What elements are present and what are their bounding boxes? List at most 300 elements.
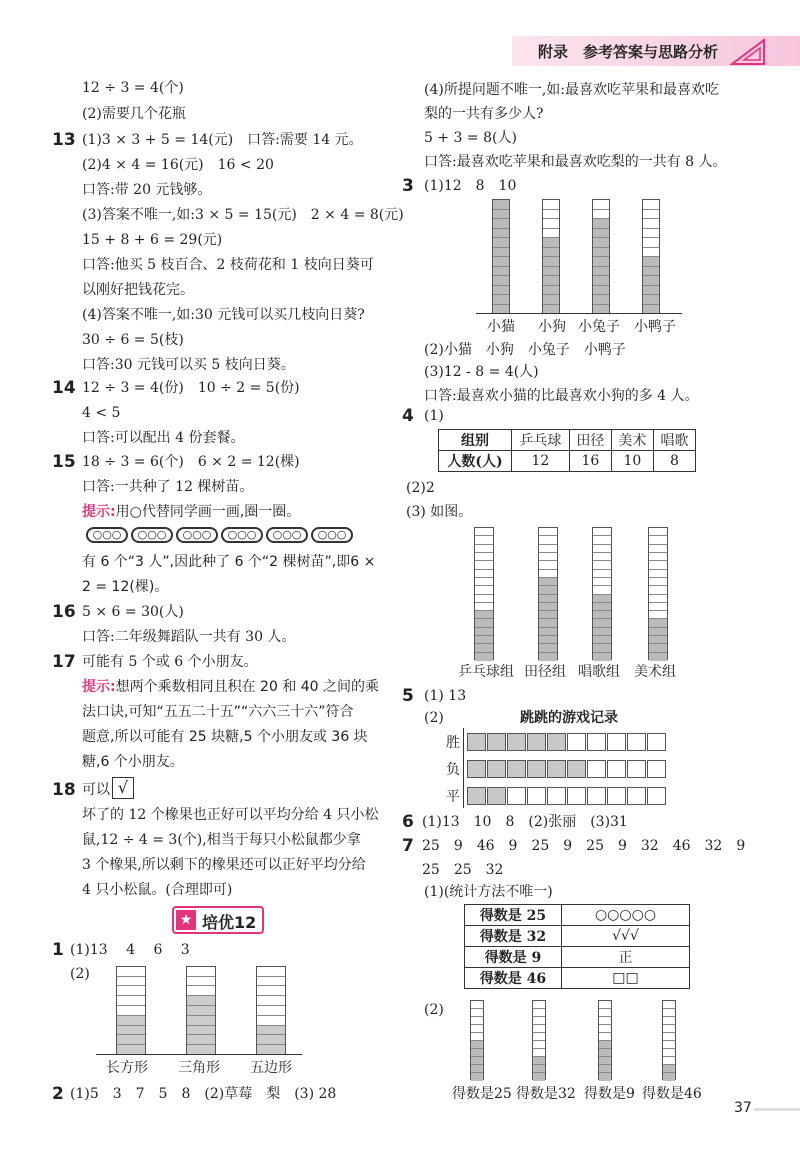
bar-cell	[663, 1025, 675, 1033]
bar-cell	[649, 653, 667, 661]
bar-cell	[649, 553, 667, 561]
tally-cell	[547, 733, 566, 751]
bar-column	[492, 199, 510, 313]
text-line: 15 + 8 + 6 = 29(元)	[82, 232, 223, 248]
bar-column	[186, 966, 216, 1054]
bar-cell	[643, 295, 659, 305]
bar-cell	[471, 1041, 483, 1049]
tally-cell	[507, 733, 526, 751]
bar-cell	[533, 1049, 545, 1057]
table-row	[439, 430, 696, 451]
row-label: 胜	[446, 735, 460, 751]
bar-cell	[643, 257, 659, 267]
triangle-ruler-icon	[730, 38, 766, 66]
bar-cell	[493, 238, 509, 248]
tally-cell	[627, 787, 646, 805]
bar-cell	[475, 528, 493, 536]
text-line: 18 ÷ 3 = 6(个) 6 × 2 = 12(棵)	[82, 454, 300, 470]
tally-cell	[467, 733, 486, 751]
table-cell: 得数是 9	[465, 947, 562, 968]
text-line: 25 9 46 9 25 9 25 9 32 46 32 9	[422, 838, 746, 854]
tally-cell	[587, 787, 606, 805]
bar-cell	[257, 967, 285, 977]
bar-cell	[533, 1009, 545, 1017]
bar-cell	[117, 1006, 145, 1016]
bar-cell	[663, 1065, 675, 1073]
text-line: (1)13 4 6 3	[70, 942, 190, 958]
bar-cell	[593, 545, 611, 553]
text-line: (1)(统计方法不唯一)	[424, 884, 553, 900]
bar-cell	[187, 1016, 215, 1026]
question-number: 15	[52, 452, 76, 472]
bar-cell	[643, 276, 659, 286]
tally-cell	[467, 760, 486, 778]
question-number: 3	[402, 176, 414, 196]
tally-cell	[507, 787, 526, 805]
text-line: 口答:他买 5 枝百合、2 枝荷花和 1 枝向日葵可	[82, 257, 374, 273]
text-line: 口答:带 20 元钱够。	[82, 182, 212, 198]
bar-cell	[593, 219, 609, 229]
text-line: 梨的一共有多少人?	[424, 106, 544, 122]
bar-cell	[643, 200, 659, 210]
table-cell: 乒乓球	[511, 430, 569, 451]
bar-cell	[539, 619, 557, 627]
bar-cell	[475, 595, 493, 603]
bar-cell	[649, 644, 667, 652]
bar-cell	[471, 1001, 483, 1009]
table-cell: 组别	[439, 430, 512, 451]
table-cell: 10	[611, 451, 653, 472]
bar-cell	[493, 257, 509, 267]
bar-cell	[539, 611, 557, 619]
bar-cell	[533, 1033, 545, 1041]
bar-cell	[493, 248, 509, 258]
bar-cell	[117, 996, 145, 1006]
bar-cell	[471, 1065, 483, 1073]
text-line: (1)12 8 10	[424, 178, 517, 194]
bar-cell	[475, 570, 493, 578]
text-line: 坏了的 12 个橡果也正好可以平均分给 4 只小松	[82, 807, 379, 823]
bar-cell	[599, 1041, 611, 1049]
chart-label: 唱歌组	[578, 664, 620, 680]
bar-column	[532, 1000, 546, 1080]
table-cell: 正	[562, 947, 690, 968]
hint-text: 想两个乘数相同且积在 20 和 40 之间的乘	[115, 679, 380, 695]
bar-cell	[663, 1057, 675, 1065]
chart-baseline	[476, 313, 682, 314]
bar-cell	[187, 977, 215, 987]
chart-label: 五边形	[250, 1060, 292, 1076]
bar-cell	[663, 1041, 675, 1049]
bar-cell	[599, 1033, 611, 1041]
bar-cell	[593, 611, 611, 619]
bar-cell	[539, 528, 557, 536]
bar-cell	[593, 619, 611, 627]
text-line: (1) 13	[424, 688, 467, 704]
bar-cell	[593, 595, 611, 603]
bar-cell	[475, 628, 493, 636]
bar-cell	[593, 210, 609, 220]
text-line: 口答:最喜欢小猫的比最喜欢小狗的多 4 人。	[424, 388, 699, 404]
bar-cell	[649, 611, 667, 619]
chart-label: 小猫	[487, 319, 515, 335]
bar-cell	[257, 1035, 285, 1045]
text-line: (1)3 × 3 + 5 = 14(元) 口答:需要 14 元。	[82, 132, 363, 148]
table-cell: 美术	[611, 430, 653, 451]
chart-label: 长方形	[106, 1060, 148, 1076]
bar-cell	[543, 229, 559, 239]
bar-column	[542, 199, 560, 313]
bar-cell	[533, 1001, 545, 1009]
table-cell: □□	[562, 968, 690, 989]
bar-cell	[649, 595, 667, 603]
text-line: 12 ÷ 3 = 4(个)	[82, 80, 184, 96]
table-row	[465, 947, 690, 968]
table-row	[465, 905, 690, 926]
bar-cell	[187, 1035, 215, 1045]
bar-cell	[593, 267, 609, 277]
bar-column	[642, 199, 660, 313]
bar-cell	[539, 595, 557, 603]
bar-cell	[593, 257, 609, 267]
chart-label: 乒乓球组	[458, 664, 514, 680]
text-line: 口答:最喜欢吃苹果和最喜欢吃梨的一共有 8 人。	[424, 154, 727, 170]
bar-cell	[533, 1025, 545, 1033]
bar-cell	[649, 528, 667, 536]
text-line: (4)所提问题不唯一,如:最喜欢吃苹果和最喜欢吃	[424, 82, 719, 98]
bar-cell	[663, 1009, 675, 1017]
bar-cell	[475, 586, 493, 594]
text-line: (2)	[424, 1002, 444, 1018]
text-line: 口答:30 元钱可以买 5 枝向日葵。	[82, 357, 295, 373]
text-line: (2)小猫 小狗 小兔子 小鸭子	[424, 342, 626, 358]
bar-cell	[539, 628, 557, 636]
section-title: 培优12	[202, 913, 257, 932]
page-number: 37	[734, 1100, 752, 1116]
bar-cell	[593, 286, 609, 296]
star-icon: ★	[176, 910, 196, 930]
tally-cell	[647, 787, 666, 805]
text-line: 25 25 32	[422, 862, 504, 878]
bar-column	[116, 966, 146, 1054]
bar-cell	[475, 545, 493, 553]
ring-group: ○○○	[131, 527, 173, 543]
bar-cell	[475, 611, 493, 619]
bar-cell	[257, 1026, 285, 1036]
bar-cell	[539, 536, 557, 544]
tally-cell	[527, 760, 546, 778]
table-cell: 得数是 25	[465, 905, 562, 926]
tally-row	[467, 733, 667, 751]
bar-cell	[539, 545, 557, 553]
bar-cell	[543, 257, 559, 267]
bar-cell	[599, 1001, 611, 1009]
bar-cell	[649, 636, 667, 644]
ring-group: ○○○	[86, 527, 128, 543]
tally-cell	[627, 760, 646, 778]
tally-cell	[607, 787, 626, 805]
bar-cell	[493, 295, 509, 305]
row-label: 负	[446, 762, 460, 778]
bar-cell	[663, 1033, 675, 1041]
bar-cell	[593, 276, 609, 286]
table-row	[465, 968, 690, 989]
text-line: (3)12 - 8 = 4(人)	[424, 364, 539, 380]
text-line: (2)需要几个花瓶	[82, 106, 186, 122]
bar-column	[592, 199, 610, 313]
chart-label: 三角形	[178, 1060, 220, 1076]
table-cell: 唱歌	[653, 430, 695, 451]
bar-cell	[643, 267, 659, 277]
bar-cell	[475, 561, 493, 569]
header-title: 附录 参考答案与思路分析	[538, 43, 719, 61]
bar-column	[538, 527, 558, 660]
question-number: 2	[52, 1084, 64, 1104]
question-number: 16	[52, 602, 76, 622]
tally-cell	[487, 760, 506, 778]
tally-cell	[547, 760, 566, 778]
bar-cell	[649, 545, 667, 553]
bar-cell	[649, 536, 667, 544]
text-line: (1)13 10 8 (2)张丽 (3)31	[422, 814, 628, 830]
text-line: (2)4 × 4 = 16(元) 16 < 20	[82, 157, 274, 173]
tally-cell	[547, 787, 566, 805]
bar-cell	[539, 653, 557, 661]
bar-cell	[593, 570, 611, 578]
bar-cell	[593, 229, 609, 239]
question-number: 4	[402, 406, 414, 426]
hint-text: 用○代替同学画一画,圈一圈。	[115, 504, 301, 520]
bar-cell	[593, 238, 609, 248]
chart-label: 得数是32	[516, 1086, 576, 1102]
bar-cell	[257, 1016, 285, 1026]
tally-cell	[527, 787, 546, 805]
bar-column	[470, 1000, 484, 1080]
bar-cell	[593, 636, 611, 644]
bar-cell	[649, 561, 667, 569]
question-number: 18	[52, 780, 76, 800]
text-line: (4)答案不唯一,如:30 元钱可以买几枝向日葵?	[82, 307, 365, 323]
page-number-rule	[754, 1108, 800, 1111]
question-number: 5	[402, 686, 414, 706]
bar-cell	[117, 1016, 145, 1026]
bar-cell	[117, 977, 145, 987]
bar-cell	[593, 586, 611, 594]
bar-cell	[543, 219, 559, 229]
text-line: 糖,6 个小朋友。	[82, 754, 184, 770]
bar-cell	[593, 578, 611, 586]
bar-cell	[593, 295, 609, 305]
bar-cell	[663, 1001, 675, 1009]
bar-cell	[543, 200, 559, 210]
bar-cell	[593, 603, 611, 611]
tally-cell	[567, 733, 586, 751]
bar-cell	[543, 210, 559, 220]
chart-label: 美术组	[634, 664, 676, 680]
bar-cell	[475, 636, 493, 644]
bar-cell	[643, 248, 659, 258]
bar-cell	[257, 996, 285, 1006]
bar-cell	[539, 570, 557, 578]
bar-cell	[543, 286, 559, 296]
bar-cell	[593, 628, 611, 636]
bar-cell	[643, 229, 659, 239]
bar-cell	[475, 536, 493, 544]
text-line: 鼠,12 ÷ 4 = 3(个),相当于每只小松鼠都少拿	[82, 832, 361, 848]
section-badge	[172, 906, 264, 934]
table-cell: √√√	[562, 926, 690, 947]
table-cell: 8	[653, 451, 695, 472]
bar-cell	[539, 578, 557, 586]
bar-column	[648, 527, 668, 660]
bar-cell	[493, 210, 509, 220]
bar-cell	[117, 1035, 145, 1045]
hint-label: 提示:	[82, 504, 116, 520]
tally-cell	[587, 733, 606, 751]
bar-cell	[117, 1026, 145, 1036]
table-cell: 田径	[569, 430, 611, 451]
bar-cell	[539, 644, 557, 652]
chart-label: 小狗	[538, 319, 566, 335]
table-row	[439, 451, 696, 472]
bar-cell	[471, 1057, 483, 1065]
bar-cell	[471, 1033, 483, 1041]
text-line: 2 = 12(棵)。	[82, 579, 169, 595]
tally-cell	[487, 733, 506, 751]
bar-cell	[493, 200, 509, 210]
text-line: 有 6 个“3 人”,因此种了 6 个“2 棵树苗”,即6 ×	[82, 554, 376, 570]
bar-cell	[493, 229, 509, 239]
bar-cell	[533, 1057, 545, 1065]
chart-title: 跳跳的游戏记录	[520, 710, 618, 726]
tally-cell	[567, 760, 586, 778]
bar-cell	[593, 561, 611, 569]
tally-cell	[587, 760, 606, 778]
text-line: (2)	[424, 710, 444, 726]
text-line: 3 个橡果,所以剩下的橡果还可以正好平均分给	[82, 857, 366, 873]
text-line: 30 ÷ 6 = 5(枝)	[82, 332, 184, 348]
ring-groups	[86, 527, 356, 543]
table-cell: 12	[511, 451, 569, 472]
hint-label: 提示:	[82, 679, 116, 695]
text-line: (2)2	[406, 480, 435, 496]
tally-cell	[607, 733, 626, 751]
question-number: 1	[52, 940, 64, 960]
bar-column	[662, 1000, 676, 1080]
bar-column	[474, 527, 494, 660]
bar-cell	[643, 238, 659, 248]
bar-cell	[187, 967, 215, 977]
bar-cell	[543, 276, 559, 286]
bar-cell	[599, 1057, 611, 1065]
bar-cell	[475, 653, 493, 661]
bar-cell	[649, 570, 667, 578]
bar-cell	[471, 1073, 483, 1081]
text-line: (1)	[424, 408, 444, 424]
bar-cell	[475, 578, 493, 586]
bar-cell	[663, 1073, 675, 1081]
ring-group: ○○○	[266, 527, 308, 543]
bar-cell	[643, 219, 659, 229]
tally-cell	[567, 787, 586, 805]
text-line: 可以	[82, 782, 110, 798]
hint-line	[82, 677, 379, 697]
bar-cell	[593, 553, 611, 561]
bar-cell	[599, 1017, 611, 1025]
chart-label: 得数是25	[452, 1086, 512, 1102]
text-line: 法口诀,可知“五五二十五”“六六三十六”符合	[82, 704, 354, 720]
bar-cell	[187, 986, 215, 996]
bar-cell	[593, 644, 611, 652]
question-number: 14	[52, 378, 76, 398]
text-line: 12 ÷ 3 = 4(份) 10 ÷ 2 = 5(份)	[82, 380, 300, 396]
text-line: (1)5 3 7 5 8 (2)草莓 梨 (3) 28	[70, 1086, 337, 1102]
bar-column	[256, 966, 286, 1054]
bar-cell	[533, 1041, 545, 1049]
text-line: 5 × 6 = 30(人)	[82, 604, 184, 620]
chart-label: 得数是9	[584, 1086, 635, 1102]
table-cell: ○○○○○	[562, 905, 690, 926]
bar-cell	[649, 586, 667, 594]
chart-label: 得数是46	[642, 1086, 702, 1102]
bar-cell	[593, 536, 611, 544]
bar-cell	[649, 619, 667, 627]
bar-cell	[117, 986, 145, 996]
bar-cell	[649, 603, 667, 611]
bar-cell	[663, 1049, 675, 1057]
question-number: 7	[402, 836, 414, 856]
tally-table	[464, 904, 690, 989]
ring-group: ○○○	[221, 527, 263, 543]
tally-cell	[467, 787, 486, 805]
chart-label: 小兔子	[578, 319, 620, 335]
text-line: 4 只小松鼠。(合理即可)	[82, 882, 233, 898]
bar-cell	[533, 1065, 545, 1073]
table-cell: 16	[569, 451, 611, 472]
text-line: (2)	[70, 966, 90, 982]
row-label: 平	[446, 789, 460, 805]
bar-cell	[493, 276, 509, 286]
tally-cell	[627, 733, 646, 751]
text-line: 口答:二年级舞蹈队一共有 30 人。	[82, 629, 296, 645]
chart-label: 田径组	[524, 664, 566, 680]
chart-baseline	[96, 1054, 302, 1055]
tally-cell	[527, 733, 546, 751]
text-line: 口答:可以配出 4 份套餐。	[82, 430, 245, 446]
bar-cell	[471, 1049, 483, 1057]
text-line: 4 < 5	[82, 405, 121, 421]
bar-cell	[543, 238, 559, 248]
bar-cell	[593, 653, 611, 661]
bar-cell	[599, 1073, 611, 1081]
chart-axis	[463, 728, 464, 808]
table-row	[465, 926, 690, 947]
tally-cell	[487, 787, 506, 805]
text-line: 口答:一共种了 12 棵树苗。	[82, 479, 254, 495]
bar-cell	[649, 578, 667, 586]
bar-cell	[471, 1025, 483, 1033]
bar-cell	[599, 1025, 611, 1033]
bar-cell	[593, 528, 611, 536]
bar-cell	[187, 1006, 215, 1016]
bar-cell	[475, 553, 493, 561]
bar-cell	[533, 1017, 545, 1025]
bar-cell	[643, 210, 659, 220]
tally-cell	[647, 733, 666, 751]
hint-line	[82, 502, 300, 522]
bar-cell	[643, 286, 659, 296]
bar-cell	[493, 267, 509, 277]
